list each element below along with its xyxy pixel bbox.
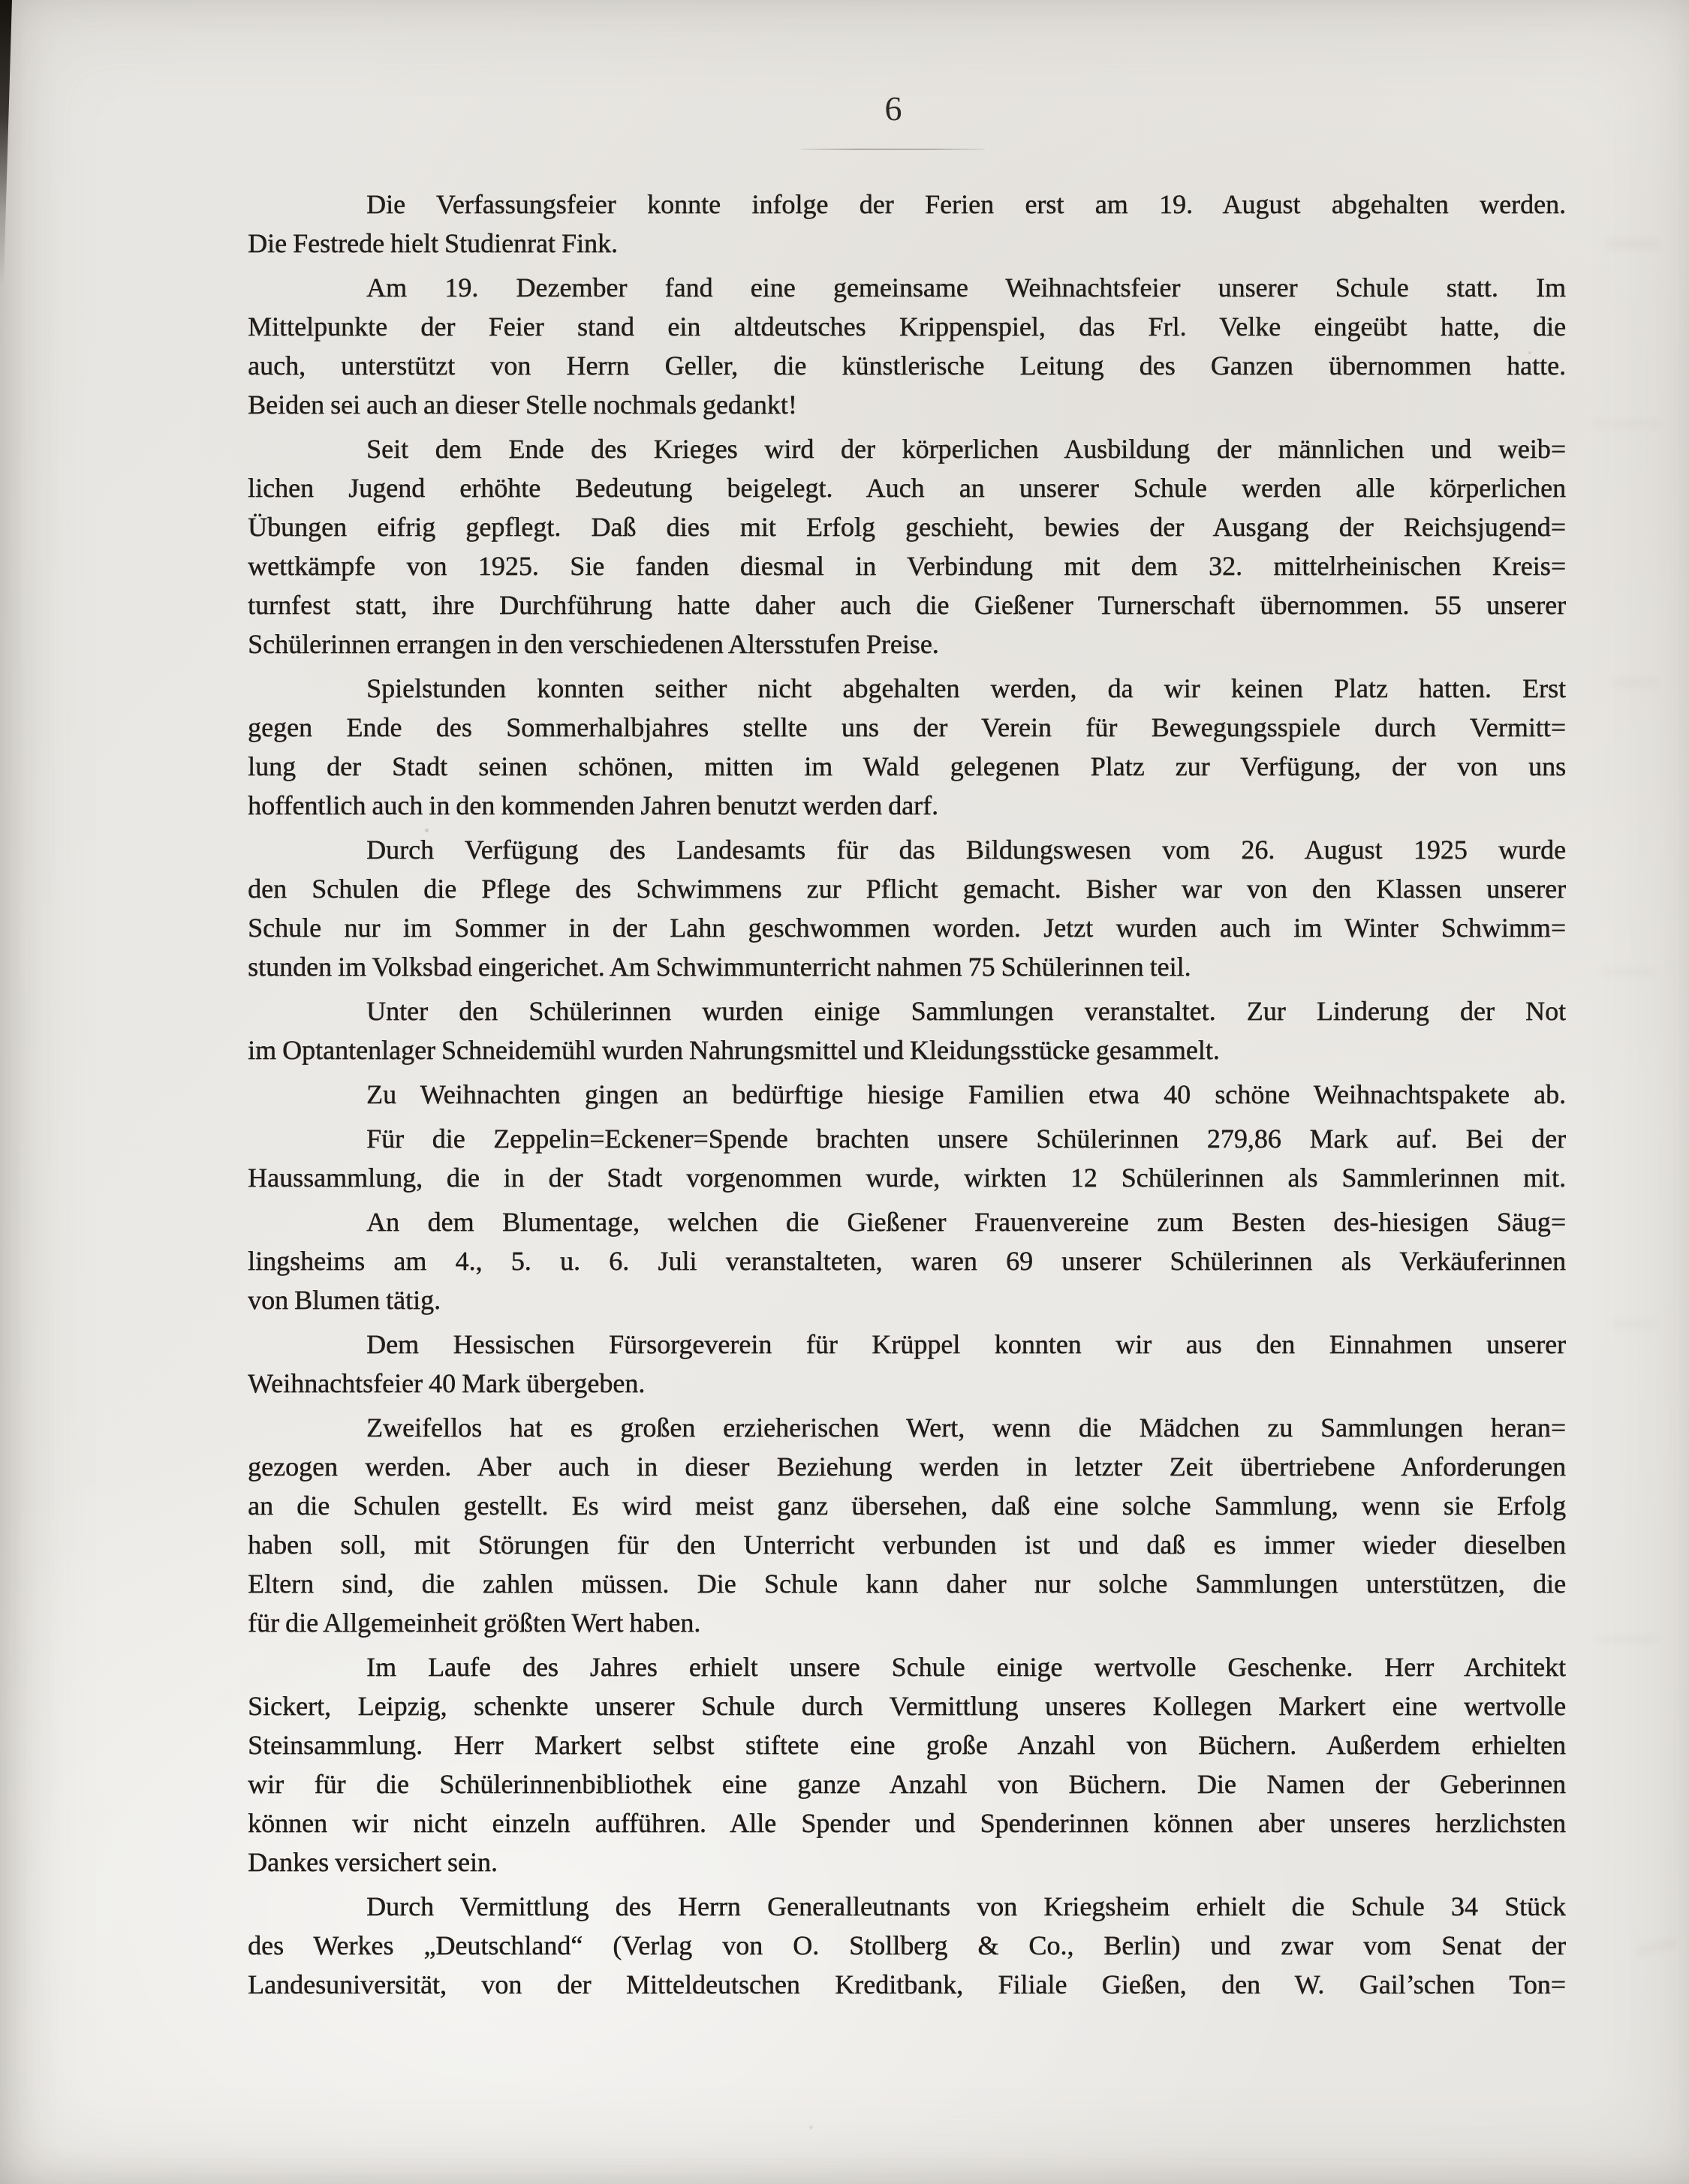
text-line: Eltern sind, die zahlen müssen. Die Schule kann daher nur solche Sammlungen unterstützen, die: [248, 1569, 1566, 1599]
text-line: Schülerinnen errangen in den verschiedenen Altersstufen Preise.: [248, 629, 939, 659]
text-line: Zweifellos hat es großen erzieherischen Wert, wenn die Mädchen zu Sammlungen heran=: [366, 1412, 1566, 1442]
paragraph: [248, 1075, 1566, 1114]
text-line: im Optantenlager Schneidemühl wurden Nahrungsmittel und Kleidungsstücke gesammelt.: [248, 1035, 1220, 1065]
text-line: können wir nicht einzeln aufführen. Alle Spender und Spenderinnen können aber unseres herzlichsten: [248, 1808, 1566, 1838]
bleed-through-mark: [1595, 1636, 1659, 1643]
page-number-rule: [802, 149, 985, 150]
text-line: Dem Hessischen Fürsorgeverein für Krüppel konnten wir aus den Einnahmen unserer: [366, 1329, 1566, 1359]
text-line: auch, unterstützt von Herrn Geller, die künstlerische Leitung des Ganzen übernommen hatte.: [248, 350, 1566, 381]
text-line: hoffentlich auch in den kommenden Jahren benutzt werden darf.: [248, 790, 939, 820]
bleed-through-mark: [1599, 968, 1659, 975]
text-line: Beiden sei auch an dieser Stelle nochmals gedankt!: [248, 390, 797, 420]
text-line: Dankes versichert sein.: [248, 1847, 498, 1877]
text-line: Übungen eifrig gepflegt. Daß dies mit Erfolg geschieht, bewies der Ausgang der Reichsjugend=: [248, 512, 1566, 542]
text-line: Durch Vermittlung des Herrn Generalleutnants von Kriegsheim erhielt die Schule 34 Stück: [366, 1891, 1566, 1921]
paragraph: [248, 669, 1566, 825]
text-line: Im Laufe des Jahres erhielt unsere Schule einige wertvolle Geschenke. Herr Architekt: [366, 1652, 1566, 1682]
paragraph: [248, 429, 1566, 663]
text-line: turnfest statt, ihre Durchführung hatte daher auch die Gießener Turnerschaft übernommen. 55 unserer: [248, 590, 1566, 620]
text-line: lichen Jugend erhöhte Bedeutung beigelegt. Auch an unserer Schule werden alle körperlichen: [248, 473, 1566, 503]
text-line: haben soll, mit Störungen für den Unterricht verbunden ist und daß es immer wieder dieselben: [248, 1530, 1566, 1560]
bleed-through-mark: [1606, 240, 1659, 248]
text-line: Sickert, Leipzig, schenkte unserer Schule durch Vermittlung unseres Kollegen Markert eine wertvolle: [248, 1691, 1566, 1721]
paragraph: [248, 268, 1566, 424]
paragraph: [248, 830, 1566, 986]
bleed-through-mark: [1591, 420, 1659, 427]
text-line: An dem Blumentage, welchen die Gießener Frauenvereine zum Besten des-hiesigen Säug=: [366, 1207, 1566, 1237]
text-line: Haussammlung, die in der Stadt vorgenommen wurde, wirkten 12 Schülerinnen als Sammlerinnen mit.: [248, 1163, 1566, 1193]
text-line: lung der Stadt seinen schönen, mitten im Wald gelegenen Platz zur Verfügung, der von uns: [248, 751, 1566, 781]
text-line: den Schulen die Pflege des Schwimmens zur Pflicht gemacht. Bisher war von den Klassen unserer: [248, 874, 1566, 904]
text-line: gezogen werden. Aber auch in dieser Beziehung werden in letzter Zeit übertriebene Anforderungen: [248, 1451, 1566, 1482]
paragraph: [248, 1887, 1566, 2004]
text-line: Mittelpunkte der Feier stand ein altdeutsches Krippenspiel, das Frl. Velke eingeübt hatte, die: [248, 311, 1566, 341]
text-line: Die Festrede hielt Studienrat Fink.: [248, 228, 618, 258]
text-line: lingsheims am 4., 5. u. 6. Juli veranstalteten, waren 69 unserer Schülerinnen als Verkäuferinnen: [248, 1246, 1566, 1276]
paragraph: [248, 1647, 1566, 1882]
paragraph: [248, 1325, 1566, 1403]
text-line: für die Allgemeinheit größten Wert haben.: [248, 1608, 701, 1638]
text-line: Am 19. Dezember fand eine gemeinsame Weihnachtsfeier unserer Schule statt. Im: [366, 272, 1566, 302]
document-body-text: [248, 185, 1566, 2004]
text-line: Durch Verfügung des Landesamts für das Bildungswesen vom 26. August 1925 wurde: [366, 835, 1566, 865]
text-line: gegen Ende des Sommerhalbjahres stellte uns der Verein für Bewegungsspiele durch Vermitt=: [248, 712, 1566, 742]
text-line: Die Verfassungsfeier konnte infolge der Ferien erst am 19. August abgehalten werden.: [366, 189, 1566, 219]
text-line: Schule nur im Sommer in der Lahn geschwommen worden. Jetzt wurden auch im Winter Schwimm=: [248, 913, 1566, 943]
text-line: Zu Weihnachten gingen an bedürftige hiesige Familien etwa 40 schöne Weihnachtspakete ab.: [366, 1079, 1566, 1109]
paragraph: [248, 1202, 1566, 1319]
text-line: Landesuniversität, von der Mitteldeutschen Kreditbank, Filiale Gießen, den W. Gail’schen Ton=: [248, 1969, 1566, 1999]
text-line: Weihnachtsfeier 40 Mark übergeben.: [248, 1368, 646, 1398]
paragraph: [248, 991, 1566, 1069]
text-line: von Blumen tätig.: [248, 1285, 441, 1315]
text-line: Seit dem Ende des Krieges wird der körperlichen Ausbildung der männlichen und weib=: [366, 434, 1566, 464]
ink-speck: [809, 2125, 813, 2129]
text-line: Für die Zeppelin=Eckener=Spende brachten unsere Schülerinnen 279,86 Mark auf. Bei der: [366, 1124, 1566, 1154]
text-line: Spielstunden konnten seither nicht abgehalten werden, da wir keinen Platz hatten. Erst: [366, 673, 1566, 703]
bleed-through-mark: [1614, 679, 1659, 687]
paragraph: [248, 1408, 1566, 1642]
page-number: 6: [884, 89, 902, 128]
paragraph: [248, 1119, 1566, 1197]
text-line: an die Schulen gestellt. Es wird meist ganz übersehen, daß eine solche Sammlung, wenn sie Erfolg: [248, 1491, 1566, 1521]
text-line: des Werkes „Deutschland“ (Verlag von O. Stollberg & Co., Berlin) und zwar vom Senat der: [248, 1930, 1566, 1960]
bleed-through-mark: [1610, 1321, 1659, 1328]
text-line: wir für die Schülerinnenbibliothek eine ganze Anzahl von Büchern. Die Namen der Geberinnen: [248, 1769, 1566, 1799]
bleed-through-mark: [1636, 1939, 1678, 1954]
scan-edge-artifact: [0, 0, 12, 285]
paragraph: [248, 185, 1566, 263]
text-line: stunden im Volksbad eingerichet. Am Schwimmunterricht nahmen 75 Schülerinnen teil.: [248, 952, 1191, 982]
text-line: Steinsammlung. Herr Markert selbst stiftete eine große Anzahl von Büchern. Außerdem erhielten: [248, 1730, 1566, 1760]
text-line: wettkämpfe von 1925. Sie fanden diesmal in Verbindung mit dem 32. mittelrheinischen Kreis=: [248, 551, 1566, 581]
text-line: Unter den Schülerinnen wurden einige Sammlungen veranstaltet. Zur Linderung der Not: [366, 996, 1566, 1026]
